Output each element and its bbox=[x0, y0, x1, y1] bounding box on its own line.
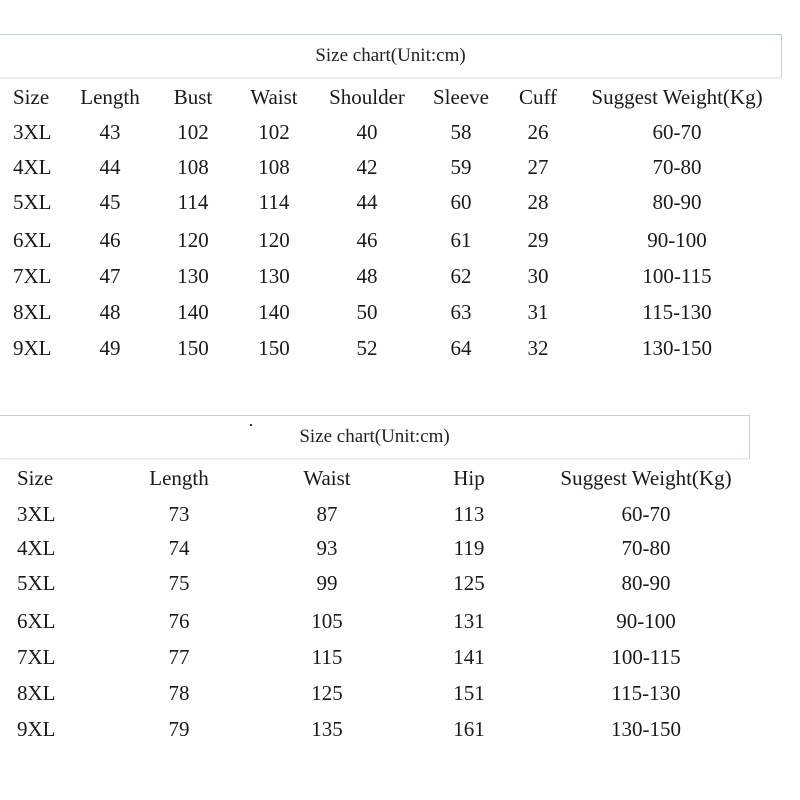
table-cell-length: 43 bbox=[99, 120, 121, 144]
column-header-suggest-weight-kg: Suggest Weight(Kg) bbox=[560, 466, 732, 490]
header-divider bbox=[0, 458, 749, 459]
table-cell-waist: 99 bbox=[316, 571, 338, 595]
table-cell-bust: 150 bbox=[177, 336, 209, 360]
table-cell-bust: 102 bbox=[177, 120, 209, 144]
table-cell-waist: 87 bbox=[316, 502, 338, 526]
table-cell-hip: 113 bbox=[453, 502, 485, 526]
column-header-length: Length bbox=[80, 85, 140, 109]
table-cell-sleeve: 64 bbox=[450, 336, 472, 360]
table-cell-length: 75 bbox=[168, 571, 190, 595]
table-cell-length: 76 bbox=[168, 609, 190, 633]
table-cell-cuff: 31 bbox=[527, 300, 549, 324]
size-label-cell: 9XL bbox=[13, 336, 52, 360]
table-cell-cuff: 28 bbox=[527, 190, 549, 214]
table-cell-suggest-weight-kg: 70-80 bbox=[652, 155, 702, 179]
table-cell-waist: 105 bbox=[311, 609, 343, 633]
table-cell-suggest-weight-kg: 60-70 bbox=[652, 120, 702, 144]
table-cell-suggest-weight-kg: 115-130 bbox=[642, 300, 712, 324]
table-cell-bust: 108 bbox=[177, 155, 209, 179]
table-cell-waist: 135 bbox=[311, 717, 343, 741]
size-chart-title-tops: Size chart(Unit:cm) bbox=[0, 34, 782, 78]
table-cell-waist: 120 bbox=[258, 228, 290, 252]
table-cell-sleeve: 62 bbox=[450, 264, 472, 288]
table-cell-cuff: 32 bbox=[527, 336, 549, 360]
column-header-waist: Waist bbox=[303, 466, 351, 490]
table-cell-suggest-weight-kg: 80-90 bbox=[621, 571, 671, 595]
table-cell-hip: 119 bbox=[453, 536, 485, 560]
table-cell-hip: 141 bbox=[453, 645, 485, 669]
size-label-cell: 6XL bbox=[13, 228, 52, 252]
table-cell-length: 77 bbox=[168, 645, 190, 669]
size-label-cell: 8XL bbox=[17, 681, 56, 705]
table-cell-suggest-weight-kg: 100-115 bbox=[642, 264, 712, 288]
table-cell-length: 47 bbox=[99, 264, 121, 288]
table-cell-suggest-weight-kg: 60-70 bbox=[621, 502, 671, 526]
table-cell-shoulder: 46 bbox=[356, 228, 378, 252]
column-header-hip: Hip bbox=[453, 466, 485, 490]
table-cell-sleeve: 60 bbox=[450, 190, 472, 214]
table-cell-cuff: 30 bbox=[527, 264, 549, 288]
size-label-cell: 4XL bbox=[13, 155, 52, 179]
table-cell-suggest-weight-kg: 70-80 bbox=[621, 536, 671, 560]
table-cell-suggest-weight-kg: 100-115 bbox=[611, 645, 681, 669]
size-label-cell: 8XL bbox=[13, 300, 52, 324]
header-divider bbox=[0, 77, 781, 78]
table-cell-hip: 151 bbox=[453, 681, 485, 705]
size-label-cell: 7XL bbox=[13, 264, 52, 288]
size-label-cell: 5XL bbox=[13, 190, 52, 214]
column-header-shoulder: Shoulder bbox=[329, 85, 405, 109]
table-cell-shoulder: 44 bbox=[356, 190, 378, 214]
table-cell-suggest-weight-kg: 115-130 bbox=[611, 681, 681, 705]
table-cell-length: 78 bbox=[168, 681, 190, 705]
table-cell-waist: 140 bbox=[258, 300, 290, 324]
table-cell-shoulder: 48 bbox=[356, 264, 378, 288]
table-cell-shoulder: 42 bbox=[356, 155, 378, 179]
table-cell-hip: 131 bbox=[453, 609, 485, 633]
table-cell-length: 49 bbox=[99, 336, 121, 360]
table-cell-length: 74 bbox=[168, 536, 190, 560]
table-cell-cuff: 29 bbox=[527, 228, 549, 252]
column-header-length: Length bbox=[149, 466, 209, 490]
table-cell-bust: 120 bbox=[177, 228, 209, 252]
size-label-cell: 3XL bbox=[13, 120, 52, 144]
table-cell-bust: 130 bbox=[177, 264, 209, 288]
column-header-size: Size bbox=[17, 466, 54, 490]
size-label-cell: 9XL bbox=[17, 717, 56, 741]
table-cell-length: 45 bbox=[99, 190, 121, 214]
table-cell-waist: 108 bbox=[258, 155, 290, 179]
table-cell-length: 44 bbox=[99, 155, 121, 179]
stray-dot bbox=[250, 424, 252, 426]
table-cell-cuff: 26 bbox=[527, 120, 549, 144]
column-header-suggest-weight-kg: Suggest Weight(Kg) bbox=[591, 85, 763, 109]
table-cell-sleeve: 58 bbox=[450, 120, 472, 144]
table-cell-waist: 115 bbox=[311, 645, 343, 669]
column-header-cuff: Cuff bbox=[518, 85, 558, 109]
table-cell-length: 73 bbox=[168, 502, 190, 526]
table-cell-waist: 93 bbox=[316, 536, 338, 560]
table-cell-waist: 125 bbox=[311, 681, 343, 705]
table-cell-shoulder: 52 bbox=[356, 336, 378, 360]
size-chart-title-bottoms: Size chart(Unit:cm) bbox=[0, 415, 750, 459]
table-cell-suggest-weight-kg: 130-150 bbox=[611, 717, 681, 741]
column-header-waist: Waist bbox=[250, 85, 298, 109]
table-cell-shoulder: 40 bbox=[356, 120, 378, 144]
table-cell-waist: 102 bbox=[258, 120, 290, 144]
column-header-size: Size bbox=[13, 85, 50, 109]
size-label-cell: 7XL bbox=[17, 645, 56, 669]
size-label-cell: 6XL bbox=[17, 609, 56, 633]
table-cell-waist: 114 bbox=[258, 190, 290, 214]
table-cell-length: 79 bbox=[168, 717, 190, 741]
column-header-bust: Bust bbox=[173, 85, 213, 109]
table-cell-suggest-weight-kg: 90-100 bbox=[616, 609, 676, 633]
table-cell-hip: 161 bbox=[453, 717, 485, 741]
size-label-cell: 5XL bbox=[17, 571, 56, 595]
table-cell-length: 48 bbox=[99, 300, 121, 324]
size-label-cell: 4XL bbox=[17, 536, 56, 560]
table-cell-shoulder: 50 bbox=[356, 300, 378, 324]
table-cell-length: 46 bbox=[99, 228, 121, 252]
table-cell-bust: 140 bbox=[177, 300, 209, 324]
table-cell-sleeve: 61 bbox=[450, 228, 472, 252]
table-cell-sleeve: 63 bbox=[450, 300, 472, 324]
table-cell-hip: 125 bbox=[453, 571, 485, 595]
table-cell-waist: 130 bbox=[258, 264, 290, 288]
table-cell-cuff: 27 bbox=[527, 155, 549, 179]
table-cell-sleeve: 59 bbox=[450, 155, 472, 179]
table-cell-suggest-weight-kg: 130-150 bbox=[642, 336, 712, 360]
table-cell-suggest-weight-kg: 80-90 bbox=[652, 190, 702, 214]
size-label-cell: 3XL bbox=[17, 502, 56, 526]
table-cell-suggest-weight-kg: 90-100 bbox=[647, 228, 707, 252]
column-header-sleeve: Sleeve bbox=[433, 85, 489, 109]
table-cell-bust: 114 bbox=[177, 190, 209, 214]
table-cell-waist: 150 bbox=[258, 336, 290, 360]
